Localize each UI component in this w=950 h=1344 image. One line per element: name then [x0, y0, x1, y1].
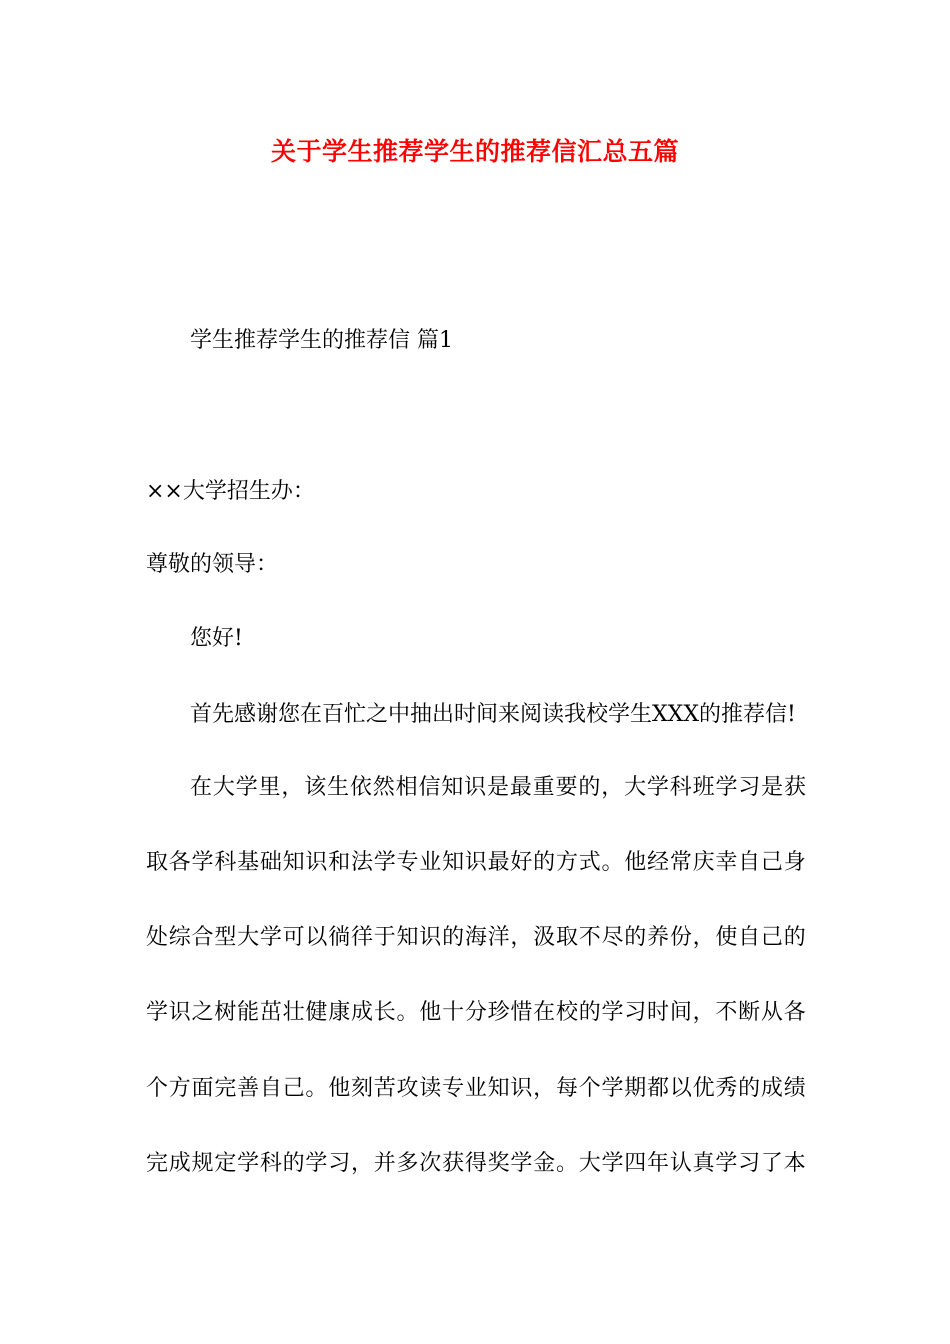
- paragraph-line: 学识之树能茁壮健康成长。他十分珍惜在校的学习时间，不断从各: [146, 1000, 806, 1025]
- paragraph-line: 在大学里，该生依然相信知识是最重要的，大学科班学习是获: [190, 775, 806, 800]
- section-heading: 学生推荐学生的推荐信 篇1: [190, 328, 453, 353]
- paragraph-line: 取各学科基础知识和法学专业知识最好的方式。他经常庆幸自己身: [146, 850, 806, 875]
- recipient-line: ××大学招生办：: [146, 479, 315, 504]
- salutation-line: 尊敬的领导：: [146, 552, 279, 577]
- paragraph-line: 个方面完善自己。他刻苦攻读专业知识，每个学期都以优秀的成绩: [146, 1076, 806, 1101]
- greeting-line: 您好!: [190, 626, 243, 651]
- paragraph-line: 完成规定学科的学习，并多次获得奖学金。大学四年认真学习了本: [146, 1151, 806, 1176]
- document-title: 关于学生推荐学生的推荐信汇总五篇: [270, 137, 679, 166]
- opening-line: 首先感谢您在百忙之中抽出时间来阅读我校学生XXX的推荐信!: [190, 702, 796, 727]
- paragraph-line: 处综合型大学可以徜徉于知识的海洋，汲取不尽的养份，使自己的: [146, 925, 806, 950]
